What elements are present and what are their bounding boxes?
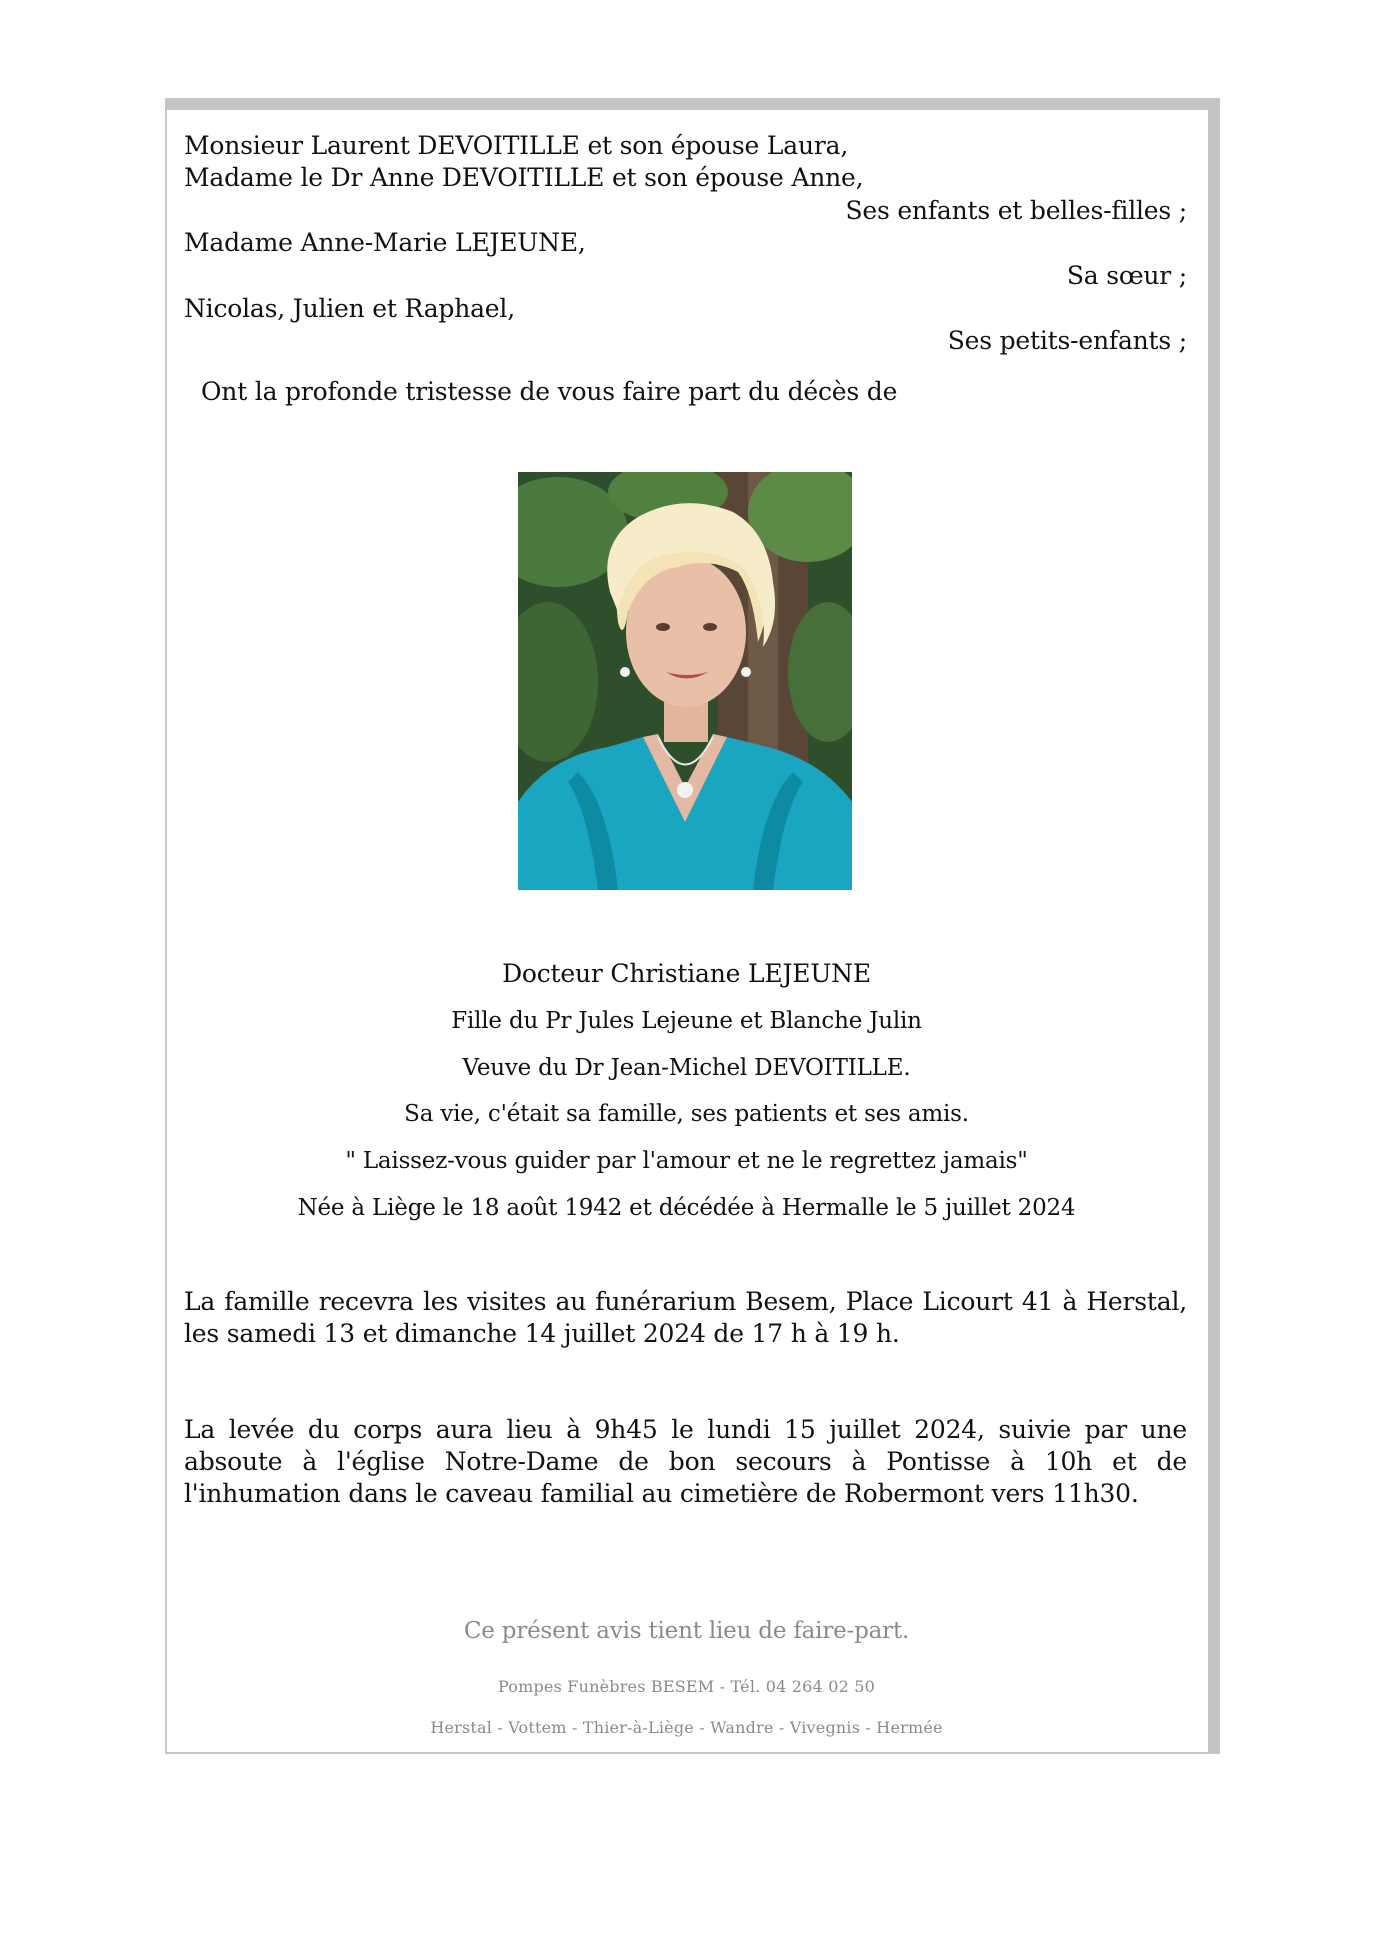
deceased-name: Docteur Christiane LEJEUNE [502, 959, 871, 988]
footer-locations: Herstal - Vottem - Thier-à-Liège - Wandre - Vivegnis - Hermée [430, 1718, 943, 1737]
deceased-quote: " Laissez-vous guider par l'amour et ne le regrettez jamais" [345, 1148, 1028, 1174]
deceased-spouse: Veuve du Dr Jean-Michel DEVOITILLE. [462, 1055, 911, 1081]
visits-paragraph: La famille recevra les visites au funérarium Besem, Place Licourt 41 à Herstal, les samedi 13 et dimanche 14 juillet 2024 de 17 h à 19 h. [184, 1287, 1187, 1348]
announcement-intro: Ont la profonde tristesse de vous faire part du décès de [201, 377, 898, 406]
footer-notice: Ce présent avis tient lieu de faire-part. [463, 1618, 910, 1644]
portrait-photo [518, 472, 852, 890]
family-line-son2: Madame le Dr Anne DEVOITILLE et son épouse Anne, [184, 163, 864, 192]
deceased-life: Sa vie, c'était sa famille, ses patients et ses amis. [404, 1101, 969, 1127]
sister-role: Sa sœur ; [1066, 261, 1187, 290]
family-line-grandchildren: Nicolas, Julien et Raphael, [184, 294, 515, 323]
grandchildren-role: Ses petits-enfants ; [947, 326, 1187, 355]
children-role: Ses enfants et belles-filles ; [845, 196, 1187, 225]
deceased-parents: Fille du Pr Jules Lejeune et Blanche Julin [451, 1008, 922, 1034]
family-line-sister: Madame Anne-Marie LEJEUNE, [184, 228, 586, 257]
family-line-son1: Monsieur Laurent DEVOITILLE et son épouse Laura, [184, 131, 849, 160]
deceased-dates: Née à Liège le 18 août 1942 et décédée à Hermalle le 5 juillet 2024 [297, 1195, 1076, 1221]
footer-funeral-home: Pompes Funèbres BESEM - Tél. 04 264 02 50 [497, 1677, 876, 1696]
ceremony-paragraph: La levée du corps aura lieu à 9h45 le lundi 15 juillet 2024, suivie par une absoute à l'église Notre-Dame de bon secours à Pontisse à 10h et de l'inhumation dans le caveau familial au cimetière de Robermont vers 11h30. [184, 1415, 1187, 1508]
